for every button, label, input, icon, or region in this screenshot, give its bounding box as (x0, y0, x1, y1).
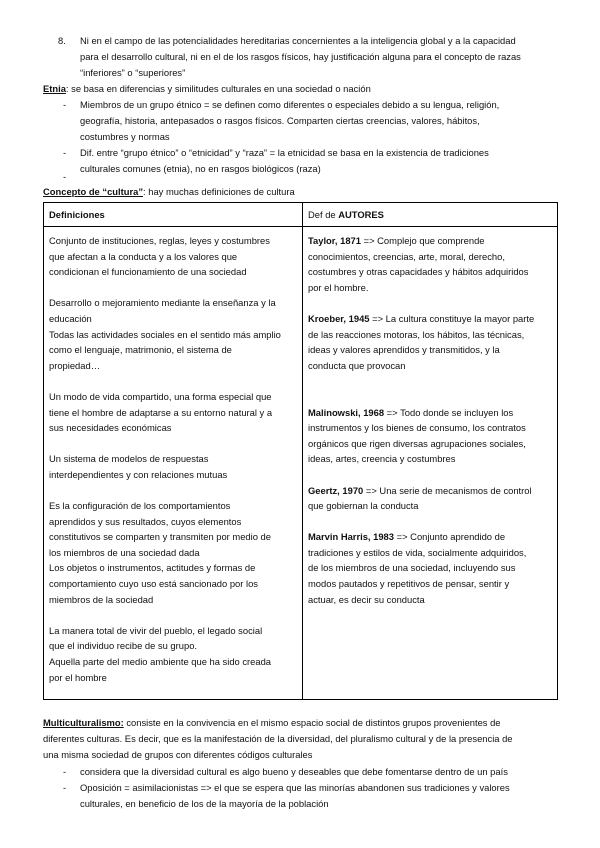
item8-line-1: Ni en el campo de las potencialidades hereditarias concernientes a la inteligencia global y a la capacidad (80, 35, 516, 46)
def-2-line: Desarrollo o mejoramiento mediante la enseñanza y la (49, 297, 276, 309)
author-arrow: => (369, 312, 386, 324)
author-3-line (308, 405, 552, 421)
author-4-line: que gobiernan la conducta (308, 500, 419, 512)
multi-heading (43, 717, 501, 729)
def-2-line: propiedad… (49, 359, 101, 371)
def-5-line: Los objetos o instrumentos, actitudes y formas de (49, 562, 256, 574)
multi-term: Multiculturalismo: (43, 717, 124, 728)
definitions-cell (44, 227, 303, 700)
def-6-line: Aquella parte del medio ambiente que ha sido creada (49, 656, 272, 668)
item8-line-3: “inferiores” o “superiores” (80, 67, 186, 78)
author-text: Complejo que comprende (377, 235, 485, 246)
def-5-line: comportamiento cuyo uso está sancionado por los (49, 578, 258, 590)
author-2-line: ideas y valores aprendidos y transmitidos, y la (308, 344, 500, 356)
author-arrow: => (384, 406, 401, 418)
col-header-definiciones: Definiciones (44, 203, 303, 227)
multi-line-1: consiste en la convivencia en el mismo espacio social de distintos grupos provenientes de (123, 717, 501, 728)
author-text: Una serie de mecanismos de control (379, 484, 532, 496)
author-arrow: => (394, 531, 411, 543)
author-text: Conjunto aprendido de (410, 531, 506, 543)
def-1-line: condicionan el funcionamiento de una sociedad (49, 266, 247, 278)
def-2-line: Todas las actividades sociales en el sentido más amplio (49, 328, 281, 340)
multi-line-3: una misma sociedad de grupos con diferentes códigos culturales (43, 749, 313, 760)
def-3-line: tiene el hombre de adaptarse a su entorno natural y a (49, 406, 273, 418)
col-header-prefix: Def de (308, 209, 339, 220)
cultura-heading (43, 186, 295, 198)
authors-cell (303, 227, 558, 700)
author-5-line: tradiciones y estilos de vida, socialmente adquiridos, (308, 546, 527, 558)
author-name: Taylor, 1871 (308, 235, 361, 246)
def-4-line: interdependientes y con relaciones mutuas (49, 468, 228, 480)
list-number: 8. (58, 35, 66, 46)
def-5-line: los miembros de una sociedad dada (49, 546, 200, 558)
bullet-dash: - (63, 147, 67, 158)
bullet-dash: - (63, 171, 67, 182)
author-2-line: conducta que provocan (308, 359, 406, 371)
author-2-line (308, 311, 552, 327)
author-5-line (308, 529, 552, 545)
def-2-line: educación (49, 312, 92, 324)
etnia-heading (43, 83, 371, 95)
author-arrow: => (360, 235, 378, 246)
def-1-line: que afectan a la conducta y a los valores que (49, 250, 238, 262)
def-5-line: miembros de la sociedad (49, 593, 154, 605)
cultura-definition: : hay muchas definiciones de cultura (143, 186, 295, 197)
author-name: Kroeber, 1945 (308, 312, 370, 324)
def-4-line: Un sistema de modelos de respuestas (49, 453, 209, 465)
etnia-bullet-1-line-3: costumbres y normas (80, 131, 170, 142)
def-5-line: constitutivos se comparten y transmiten por medio de (49, 531, 271, 543)
etnia-bullet-2-line-1: Dif. entre “grupo étnico” o “etnicidad” y “raza” = la etnicidad se basa en la existencia de tradiciones (80, 147, 489, 158)
author-arrow: => (363, 484, 380, 496)
etnia-term: Etnia (43, 83, 66, 94)
etnia-bullet-2-line-2: culturales comunes (etnia), no en rasgos biológicos (raza) (80, 163, 321, 174)
author-5-line: modos pautados y repetitivos de pensar, sentir y (308, 578, 510, 590)
author-name: Geertz, 1970 (308, 484, 364, 496)
author-1-line: por el hombre. (308, 281, 369, 293)
item8-line-2: para el desarrollo cultural, ni en el de los rasgos físicos, hay justificación alguna para el concepto de razas (80, 51, 521, 62)
etnia-bullet-1-line-1: Miembros de un grupo étnico = se definen como diferentes o especiales debido a su lengua, religión, (80, 99, 500, 110)
bullet-dash: - (63, 782, 67, 793)
author-3-line: instrumentos y los bienes de consumo, los contratos (308, 422, 526, 434)
author-1-line: conocimientos, creencias, arte, moral, derecho, (308, 250, 505, 262)
def-5-line: aprendidos y sus resultados, cuyos elementos (49, 515, 242, 527)
author-name: Marvin Harris, 1983 (308, 531, 394, 543)
def-2-line: como el lenguaje, matrimonio, el sistema de (49, 344, 232, 356)
author-3-line: orgánicos que rigen diversas agrupaciones sociales, (308, 437, 526, 449)
author-1-line (308, 233, 552, 249)
cultura-table (43, 202, 558, 700)
bullet-dash: - (63, 766, 67, 777)
author-3-line: ideas, artes, creencia y costumbres (308, 453, 456, 465)
etnia-definition: : se basa en diferencias y similitudes culturales en una sociedad o nación (65, 83, 371, 94)
author-1-line: costumbres y otras capacidades y hábitos adquiridos (308, 266, 529, 278)
col-header-bold: AUTORES (338, 209, 384, 220)
author-text: La cultura constituye la mayor parte (385, 312, 535, 324)
def-5-line: Es la configuración de los comportamientos (49, 500, 231, 512)
def-3-line: sus necesidades económicas (49, 422, 172, 434)
author-5-line: actuar, es decir su conducta (308, 593, 425, 605)
bullet-dash: - (63, 99, 67, 110)
multi-bullet-1: considera que la diversidad cultural es algo bueno y deseables que debe fomentarse dentro de un país (80, 766, 508, 777)
cultura-term: Concepto de “cultura” (43, 186, 144, 197)
def-6-line: La manera total de vivir del pueblo, el legado social (49, 624, 263, 636)
multi-line-2: diferentes culturas. Es decir, que es la manifestación de la diversidad, del pluralismo cultural y de la presencia de (43, 733, 513, 744)
multi-bullet-2-line-2: culturales, en beneficio de los de la mayoría de la población (80, 798, 329, 809)
def-1-line: Conjunto de instituciones, reglas, leyes y costumbres (49, 235, 270, 246)
def-6-line: por el hombre (49, 671, 107, 683)
author-text: Todo donde se incluyen los (400, 406, 514, 418)
col-header-autores (303, 203, 558, 227)
author-5-line: de los miembros de una sociedad, incluyendo sus (308, 562, 516, 574)
def-3-line: Un modo de vida compartido, una forma especial que (49, 390, 272, 402)
author-2-line: de las reacciones motoras, los hábitos, las técnicas, (308, 328, 525, 340)
etnia-bullet-1-line-2: geografía, historia, antepasados o rasgos físicos. Comparten ciertas creencias, valores, hábitos, (80, 115, 480, 126)
author-name: Malinowski, 1968 (308, 406, 385, 418)
multi-bullet-2-line-1: Oposición = asimilacionistas => el que se espera que las minorías abandonen sus tradiciones y valores (80, 782, 510, 793)
def-6-line: que el individuo recibe de su grupo. (49, 640, 198, 652)
author-4-line (308, 483, 552, 499)
